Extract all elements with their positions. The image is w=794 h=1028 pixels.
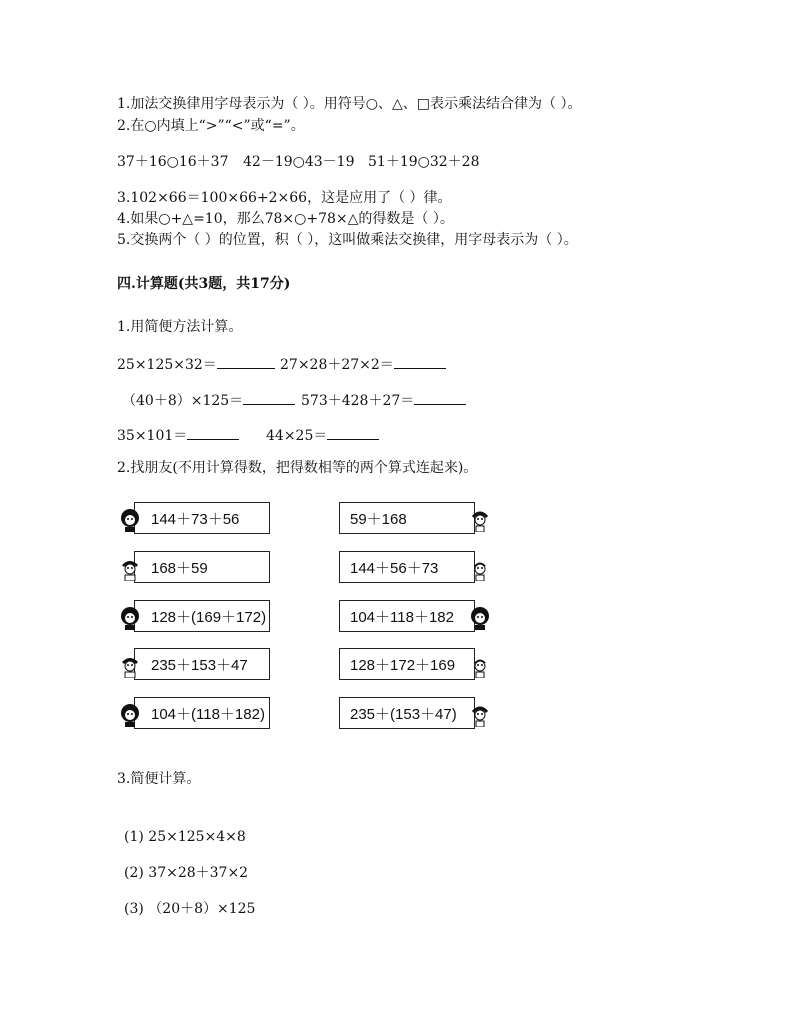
calc-item: 573＋428＋27＝ bbox=[301, 390, 466, 410]
problem-2-title: 2.找朋友(不用计算得数，把得数相等的两个算式连起来)。 bbox=[117, 460, 478, 476]
right-expression-box[interactable]: 144＋56＋73 bbox=[339, 551, 475, 583]
child-figure-icon bbox=[119, 606, 141, 630]
child-figure-icon bbox=[119, 654, 141, 678]
child-figure-icon bbox=[469, 557, 491, 581]
calc-item: 44×25＝ bbox=[266, 425, 379, 445]
section-heading: 四.计算题(共3题，共17分) bbox=[117, 276, 291, 292]
simplify-item: (1) 25×125×4×8 bbox=[124, 829, 246, 845]
question-1: 1.加法交换律用字母表示为（ ）。用符号○、△、□表示乘法结合律为（ ）。 bbox=[117, 96, 582, 112]
question-2: 2.在○内填上“>”“<”或“=”。 bbox=[117, 118, 305, 134]
left-expression-box[interactable]: 144＋73＋56 bbox=[134, 502, 270, 534]
left-expression-box[interactable]: 168＋59 bbox=[134, 551, 270, 583]
right-expression-box[interactable]: 104＋118＋182 bbox=[339, 600, 475, 632]
calc-item: （40＋8）×125＝ bbox=[122, 390, 295, 410]
child-figure-icon bbox=[469, 703, 491, 727]
question-5: 5.交换两个（ ）的位置，积（ ），这叫做乘法交换律，用字母表示为（ ）。 bbox=[117, 232, 578, 248]
child-figure-icon bbox=[119, 703, 141, 727]
right-expression-box[interactable]: 59＋168 bbox=[339, 502, 475, 534]
left-expression-box[interactable]: 128＋(169＋172) bbox=[134, 600, 270, 632]
child-figure-icon bbox=[119, 557, 141, 581]
question-3: 3.102×66＝100×66+2×66，这是应用了（ ）律。 bbox=[117, 190, 452, 206]
calc-item: 27×28＋27×2＝ bbox=[280, 354, 446, 374]
simplify-item: (2) 37×28＋37×2 bbox=[124, 865, 249, 881]
compare-item-3: 51＋19○32＋28 bbox=[368, 154, 480, 170]
calc-item: 35×101＝ bbox=[117, 425, 239, 445]
child-figure-icon bbox=[469, 654, 491, 678]
problem-3-title: 3.简便计算。 bbox=[117, 771, 201, 787]
right-expression-box[interactable]: 235＋(153＋47) bbox=[339, 697, 475, 729]
compare-item-2: 42－19○43－19 bbox=[243, 154, 355, 170]
question-4: 4.如果○+△=10，那么78×○+78×△的得数是（ ）。 bbox=[117, 211, 454, 227]
child-figure-icon bbox=[119, 508, 141, 532]
child-figure-icon bbox=[469, 508, 491, 532]
calc-item: 25×125×32＝ bbox=[117, 354, 275, 374]
simplify-item: (3) （20＋8）×125 bbox=[124, 901, 256, 917]
problem-1-title: 1.用简便方法计算。 bbox=[117, 319, 243, 335]
compare-item-1: 37＋16○16＋37 bbox=[117, 154, 229, 170]
child-figure-icon bbox=[469, 606, 491, 630]
left-expression-box[interactable]: 104＋(118＋182) bbox=[134, 697, 270, 729]
left-expression-box[interactable]: 235＋153＋47 bbox=[134, 648, 270, 680]
right-expression-box[interactable]: 128＋172＋169 bbox=[339, 648, 475, 680]
